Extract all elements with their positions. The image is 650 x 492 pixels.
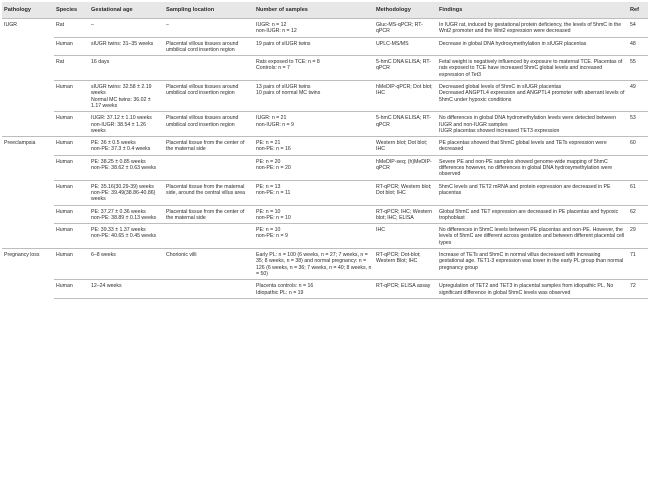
- findings-cell: PE placentas showed that 5hmC global levels and TETs expression were decreased: [437, 137, 628, 156]
- col-header-findings: Findings: [437, 2, 628, 19]
- findings-cell: Decreased global levels of 5hmC in sIUGR placentas Decreased ANGPTL4 expression and ANGPTL4 promoter with aberrant levels of 5hmC under hypoxic conditions: [437, 81, 628, 112]
- gestational-age-cell: –: [89, 19, 164, 38]
- findings-cell: Upregulation of TET2 and TET3 in placental samples from idiopathic PL. No significant difference in global 5hmC levels was observed: [437, 280, 628, 299]
- table-row: [2, 205, 648, 224]
- methodology-cell: Western blot; Dot blot; IHC: [374, 137, 437, 156]
- sampling-location-cell: [164, 155, 254, 180]
- samples-cell: PE: n = 10 non-PE: n = 9: [254, 224, 374, 249]
- gestational-age-cell: IUGR: 37.12 ± 1.10 weeks non-IUGR: 38.54 ± 1.26 weeks: [89, 112, 164, 137]
- pathology-cell: Pregnancy loss: [2, 249, 54, 299]
- species-cell: Human: [54, 112, 89, 137]
- methodology-cell: 5-hmC DNA ELISA; RT-qPCR: [374, 56, 437, 81]
- table-row: [2, 249, 648, 280]
- samples-cell: PE: n = 20 non-PE: n = 20: [254, 155, 374, 180]
- sampling-location-cell: Placental villous tissues around umbilical cord insertion region: [164, 81, 254, 112]
- table-row: [2, 112, 648, 137]
- table-row: [2, 180, 648, 205]
- gestational-age-cell: sIUGR twins: 32.58 ± 2.19 weeks Normal MC twins: 36.02 ± 1.17 weeks: [89, 81, 164, 112]
- col-header-sampling-location: Sampling location: [164, 2, 254, 19]
- header-row: [2, 2, 648, 19]
- species-cell: Human: [54, 224, 89, 249]
- samples-cell: IUGR: n = 12 non-IUGR: n = 12: [254, 19, 374, 38]
- sampling-location-cell: [164, 224, 254, 249]
- species-cell: Rat: [54, 56, 89, 81]
- findings-cell: Fetal weight is negatively influenced by exposure to maternal TCE. Placentas of rats exposed to TCE have increased 5hmC global levels and increased expression of Tet3: [437, 56, 628, 81]
- sampling-location-cell: Placental villous tissues around umbilical cord insertion region: [164, 112, 254, 137]
- findings-cell: Decrease in global DNA hydroxymethylation in sIUGR placentas: [437, 37, 628, 56]
- species-cell: Human: [54, 81, 89, 112]
- ref-cell: 29: [628, 224, 648, 249]
- samples-cell: 19 pairs of sIUGR twins: [254, 37, 374, 56]
- gestational-age-cell: 12–24 weeks: [89, 280, 164, 299]
- table-body: [2, 19, 648, 299]
- table-row: [2, 56, 648, 81]
- table-row: [2, 19, 648, 38]
- sampling-location-cell: [164, 56, 254, 81]
- findings-cell: Increase of TETs and 5hmC in normal villus decreased with increasing gestational age. TET1-3 expression was lower in the early PL group than normal pregnancy group: [437, 249, 628, 280]
- methodology-cell: RT-qPCR; IHC; Western blot; IHC; ELISA: [374, 205, 437, 224]
- gestational-age-cell: PE: 37.27 ± 0.36 weeks non-PE: 38.89 ± 0.13 weeks: [89, 205, 164, 224]
- findings-cell: No differences in 5hmC levels between PE placentas and non-PE. However, the levels of 5hmC are different across gestation and between different placental cell types: [437, 224, 628, 249]
- methodology-cell: IHC: [374, 224, 437, 249]
- gestational-age-cell: PE: 38.25 ± 0.85 weeks non-PE: 38.62 ± 0.63 weeks: [89, 155, 164, 180]
- ref-cell: 62: [628, 205, 648, 224]
- gestational-age-cell: 6–8 weeks: [89, 249, 164, 280]
- ref-cell: 49: [628, 81, 648, 112]
- sampling-location-cell: Placental villous tissues around umbilical cord insertion region: [164, 37, 254, 56]
- methodology-cell: hMeDIP-seq; (h)MeDIP-qPCR: [374, 155, 437, 180]
- pathology-cell: IUGR: [2, 19, 54, 137]
- species-cell: Human: [54, 137, 89, 156]
- species-cell: Human: [54, 180, 89, 205]
- table-row: [2, 37, 648, 56]
- methodology-cell: RT-qPCR; Dot-blot; Western Blot; IHC: [374, 249, 437, 280]
- ref-cell: 71: [628, 249, 648, 280]
- gestational-age-cell: PE: 35.16(30.29-39) weeks non-PE: 39.49(38.86-40.86) weeks: [89, 180, 164, 205]
- pathology-cell: Preeclampsia: [2, 137, 54, 249]
- ref-cell: 61: [628, 180, 648, 205]
- methodology-cell: Gluc-MS-qPCR; RT-qPCR: [374, 19, 437, 38]
- findings-cell: Severe PE and non-PE samples showed genome-wide mapping of 5hmC differences however, no differences in global DNA hydroxymethylation were observed: [437, 155, 628, 180]
- data-table: [2, 2, 648, 299]
- ref-cell: 55: [628, 56, 648, 81]
- ref-cell: 54: [628, 19, 648, 38]
- table-row: [2, 280, 648, 299]
- species-cell: Human: [54, 249, 89, 280]
- sampling-location-cell: –: [164, 19, 254, 38]
- sampling-location-cell: [164, 280, 254, 299]
- findings-cell: In IUGR rat, induced by gestational protein deficiency, the levels of 5hmC in the Wnt2 promoter and the Wnt2 expression were decreased: [437, 19, 628, 38]
- methodology-cell: RT-qPCR; Western blot; Dot blot; IHC: [374, 180, 437, 205]
- findings-cell: 5hmC levels and TET2 mRNA and protein expression are decreased in PE placentas: [437, 180, 628, 205]
- ref-cell: 53: [628, 112, 648, 137]
- gestational-age-cell: PE: 39.33 ± 1.37 weeks non-PE: 40.65 ± 0.45 weeks: [89, 224, 164, 249]
- methodology-cell: hMeDIP-qPCR; Dot blot; IHC: [374, 81, 437, 112]
- species-cell: Rat: [54, 19, 89, 38]
- ref-cell: 48: [628, 37, 648, 56]
- samples-cell: 13 pairs of sIUGR twins 10 pairs of normal MC twins: [254, 81, 374, 112]
- sampling-location-cell: Placental tissue from the center of the maternal side: [164, 205, 254, 224]
- species-cell: Human: [54, 37, 89, 56]
- sampling-location-cell: Placental tissue from the maternal side, around the central villus area: [164, 180, 254, 205]
- samples-cell: Early PL: n = 100 (6 weeks, n = 27; 7 weeks, n = 35; 8 weeks, n = 38) and normal pregnancy: n = 126 (6 weeks, n = 36; 7 weeks, n = 40; 8 weeks, n = 50): [254, 249, 374, 280]
- table-row: [2, 224, 648, 249]
- table-row: [2, 81, 648, 112]
- ref-cell: [628, 155, 648, 180]
- col-header-pathology: Pathology: [2, 2, 54, 19]
- samples-cell: Placenta controls: n = 16 Idiopathic PL: n = 19: [254, 280, 374, 299]
- methodology-cell: UPLC-MS/MS: [374, 37, 437, 56]
- col-header-ref: Ref: [628, 2, 648, 19]
- ref-cell: 60: [628, 137, 648, 156]
- findings-cell: Global 5hmC and TET expression are decreased in PE placentas and hypoxic trophoblast: [437, 205, 628, 224]
- col-header-gestational-age: Gestational age: [89, 2, 164, 19]
- samples-cell: PE: n = 13 non-PE: n = 11: [254, 180, 374, 205]
- col-header-species: Species: [54, 2, 89, 19]
- table-row: [2, 155, 648, 180]
- species-cell: Human: [54, 155, 89, 180]
- col-header-number-of-samples: Number of samples: [254, 2, 374, 19]
- samples-cell: IUGR: n = 21 non-IUGR: n = 9: [254, 112, 374, 137]
- methodology-cell: RT-qPCR; ELISA assay: [374, 280, 437, 299]
- samples-cell: PE: n = 21 non-PE: n = 16: [254, 137, 374, 156]
- species-cell: Human: [54, 280, 89, 299]
- table-row: [2, 137, 648, 156]
- samples-cell: PE: n = 10 non-PE: n = 10: [254, 205, 374, 224]
- ref-cell: 72: [628, 280, 648, 299]
- species-cell: Human: [54, 205, 89, 224]
- methodology-cell: 5-hmC DNA ELISA; RT-qPCR: [374, 112, 437, 137]
- sampling-location-cell: Chorionic villi: [164, 249, 254, 280]
- gestational-age-cell: 16 days: [89, 56, 164, 81]
- gestational-age-cell: sIUGR twins: 31–35 weeks: [89, 37, 164, 56]
- col-header-methodology: Methodology: [374, 2, 437, 19]
- sampling-location-cell: Placental tissue from the center of the maternal side: [164, 137, 254, 156]
- findings-cell: No differences in global DNA hydromethylation levels were detected between IUGR and non-IUGR samples IUGR placentas showed increased TET3 expression: [437, 112, 628, 137]
- samples-cell: Rats exposed to TCE: n = 8 Controls: n = 7: [254, 56, 374, 81]
- gestational-age-cell: PE: 36 ± 0.5 weeks non-PE: 37.3 ± 0.4 weeks: [89, 137, 164, 156]
